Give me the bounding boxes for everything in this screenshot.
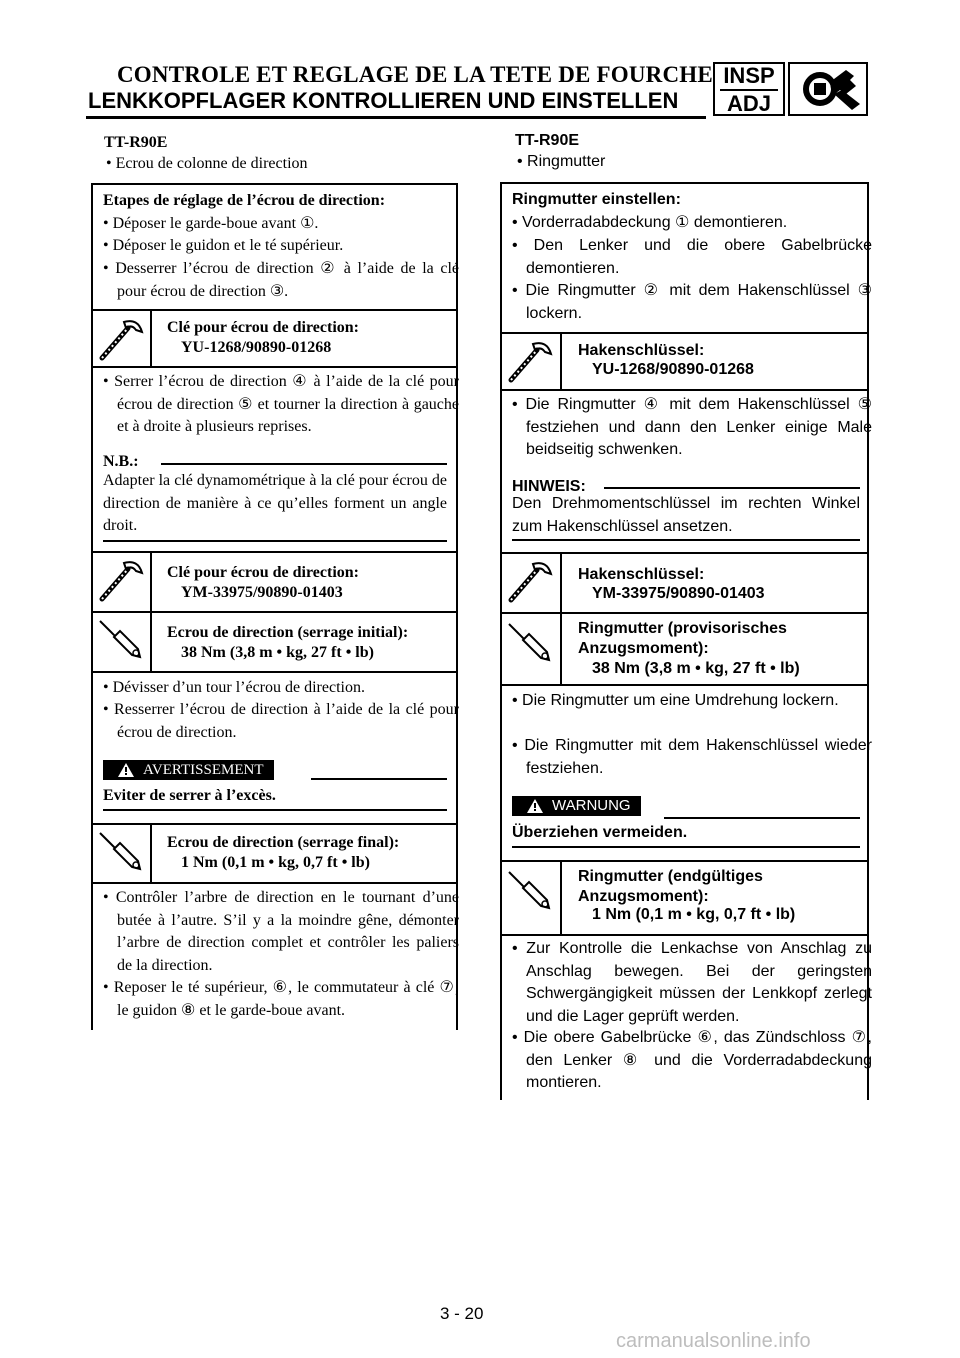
box-top-rule	[500, 182, 869, 184]
row-divider	[500, 332, 869, 334]
note-end-rule	[103, 540, 447, 542]
page-number: 3 - 20	[440, 1304, 484, 1323]
left-step2-1: • Dévisser d’un tour l’écrou de direction.	[103, 679, 365, 696]
torque-wrench-icon	[96, 615, 148, 665]
warning-triangle-icon	[117, 762, 135, 778]
right-model-label: TT-R90E	[515, 132, 580, 149]
right-step3-2: • Die obere Gabelbrücke ⑥, das Zündschloss ⑦, den Lenker ⑧ und die Vorderradabdeckung montieren.	[512, 1029, 872, 1091]
note-rule	[604, 487, 860, 489]
right-torque2-value: 1 Nm (0,1 m • kg, 0,7 ft • lb)	[592, 906, 796, 923]
row-divider	[91, 366, 458, 368]
icon-column-divider	[560, 332, 562, 390]
left-torque1-value: 38 Nm (3,8 m • kg, 27 ft • lb)	[181, 644, 374, 661]
right-procedure-box	[500, 182, 872, 1100]
right-step-1: • Vorderradabdeckung ① demontieren.	[512, 214, 788, 231]
warning-rule	[311, 778, 447, 780]
icon-column-divider	[150, 823, 152, 883]
badge-top-text: INSP	[723, 63, 775, 88]
header-rule	[86, 116, 706, 119]
left-tool2-label: Clé pour écrou de direction:	[167, 564, 359, 581]
left-tool1-value: YU-1268/90890-01268	[181, 339, 332, 356]
right-note-label: HINWEIS:	[512, 478, 586, 495]
right-step-2: • Den Lenker und die obere Gabelbrücke demontieren.	[512, 237, 872, 277]
right-warning-label: WARNUNG	[552, 797, 631, 814]
note-rule	[161, 463, 447, 465]
right-subtitle: • Ringmutter	[517, 153, 606, 170]
row-divider	[91, 671, 458, 673]
hook-wrench-icon	[505, 556, 557, 606]
right-step3-1: • Zur Kontrolle die Lenkachse von Anschlag zu Anschlag bewegen. Bei der geringsten Schwergängigkeit müssen der Lenkkopf zerlegt und die Lager geprüft werden.	[512, 940, 872, 1025]
right-tool1-label: Hakenschlüssel:	[578, 342, 705, 359]
row-divider	[91, 823, 458, 825]
left-warning-label: AVERTISSEMENT	[143, 762, 264, 778]
row-divider	[500, 934, 869, 936]
box-top-rule	[91, 183, 458, 185]
section-title-fr: CONTROLE ET REGLAGE DE LA TETE DE FOURCHE	[117, 62, 713, 87]
left-steps-title: Etapes de réglage de l’écrou de direction:	[103, 192, 386, 209]
left-step-1: • Déposer le garde-boue avant ①.	[103, 215, 319, 232]
warning-triangle-icon	[526, 798, 544, 814]
left-torque2-label: Ecrou de direction (serrage final):	[167, 834, 400, 851]
icon-column-divider	[560, 552, 562, 685]
left-step3-2: • Reposer le té supérieur, ⑥, le commutateur à clé ⑦, le guidon ⑧ et le garde-boue avant.	[103, 979, 459, 1019]
row-divider	[500, 860, 869, 862]
badge-bottom-text: ADJ	[726, 91, 771, 116]
left-step-tighten: • Serrer l’écrou de direction ④ à l’aide de la clé pour écrou de direction ⑤ et tourner la direction à gauche et à droite à plusieurs reprises.	[103, 373, 459, 435]
row-divider	[500, 389, 869, 391]
left-warning-text: Eviter de serrer à l’excès.	[103, 787, 276, 804]
right-torque1-label: Ringmutter (provisorisches Anzugsmoment):	[578, 620, 787, 657]
left-torque1-label: Ecrou de direction (serrage initial):	[167, 624, 409, 641]
site-watermark: carmanualsonline.info	[616, 1330, 811, 1352]
warning-rule	[664, 817, 860, 819]
right-torque1-value: 38 Nm (3,8 m • kg, 27 ft • lb)	[592, 660, 800, 677]
right-note-text: Den Drehmomentschlüssel im rechten Winkel zum Hakenschlüssel ansetzen.	[512, 495, 860, 535]
warning-end-rule	[512, 846, 860, 848]
right-step-tighten: • Die Ringmutter ④ mit dem Hakenschlüssel ⑤ festziehen und dann den Lenker einige Male beidseitig schwenken.	[512, 396, 872, 458]
left-model-label: TT-R90E	[104, 134, 168, 151]
wrench-gauge-icon	[788, 62, 868, 116]
icon-column-divider	[150, 309, 152, 367]
torque-wrench-icon	[96, 827, 148, 877]
warning-end-rule	[103, 809, 447, 811]
left-tool2-value: YM-33975/90890-01403	[181, 584, 343, 601]
right-steps-title: Ringmutter einstellen:	[512, 191, 681, 208]
left-subtitle: • Ecrou de colonne de direction	[106, 155, 308, 172]
right-tool2-value: YM-33975/90890-01403	[592, 585, 765, 602]
icon-column-divider	[560, 860, 562, 934]
right-torque2-label: Ringmutter (endgültiges Anzugsmoment):	[578, 868, 763, 905]
right-tool2-label: Hakenschlüssel:	[578, 566, 705, 583]
right-tool1-value: YU-1268/90890-01268	[592, 361, 754, 378]
left-step2-2: • Resserrer l’écrou de direction à l’aide de la clé pour écrou de direction.	[103, 701, 459, 741]
torque-wrench-icon	[505, 618, 557, 668]
note-end-rule	[512, 539, 860, 541]
left-note-text: Adapter la clé dynamométrique à la clé pour écrou de direction de manière à ce qu’elles forment un angle droit.	[103, 472, 447, 534]
left-step3-1: • Contrôler l’arbre de direction en le tournant d’une butée à l’autre. S’il y a la moindre gêne, démonter l’arbre de direction complet et contrôler les paliers de la direction.	[103, 889, 459, 974]
row-divider	[500, 612, 869, 614]
right-warning-text: Überziehen vermeiden.	[512, 824, 688, 841]
hook-wrench-icon	[96, 555, 148, 605]
hook-wrench-icon	[96, 314, 148, 364]
right-step2-1: • Die Ringmutter um eine Umdrehung lockern.	[512, 692, 839, 709]
right-warning-badge	[512, 796, 641, 816]
row-divider	[500, 684, 869, 686]
left-tool1-label: Clé pour écrou de direction:	[167, 319, 359, 336]
left-note-label: N.B.:	[103, 453, 139, 470]
hook-wrench-icon	[505, 336, 557, 386]
torque-wrench-icon	[505, 866, 557, 916]
row-divider	[91, 551, 458, 553]
left-step-3: • Desserrer l’écrou de direction ② à l’aide de la clé pour écrou de direction ③.	[103, 260, 459, 300]
right-step-3: • Die Ringmutter ② mit dem Hakenschlüssel ③ lockern.	[512, 282, 872, 322]
row-divider	[91, 309, 458, 311]
left-step-2: • Déposer le guidon et le té supérieur.	[103, 237, 344, 254]
right-step2-2: • Die Ringmutter mit dem Hakenschlüssel wieder festziehen.	[512, 737, 872, 777]
left-warning-badge	[103, 760, 274, 780]
row-divider	[91, 882, 458, 884]
insp-adj-badge	[713, 62, 785, 116]
left-procedure-box	[91, 183, 458, 1030]
row-divider	[500, 552, 869, 554]
row-divider	[91, 611, 458, 613]
section-title-de: LENKKOPFLAGER KONTROLLIEREN UND EINSTELLEN	[88, 88, 679, 113]
left-torque2-value: 1 Nm (0,1 m • kg, 0,7 ft • lb)	[181, 854, 370, 871]
